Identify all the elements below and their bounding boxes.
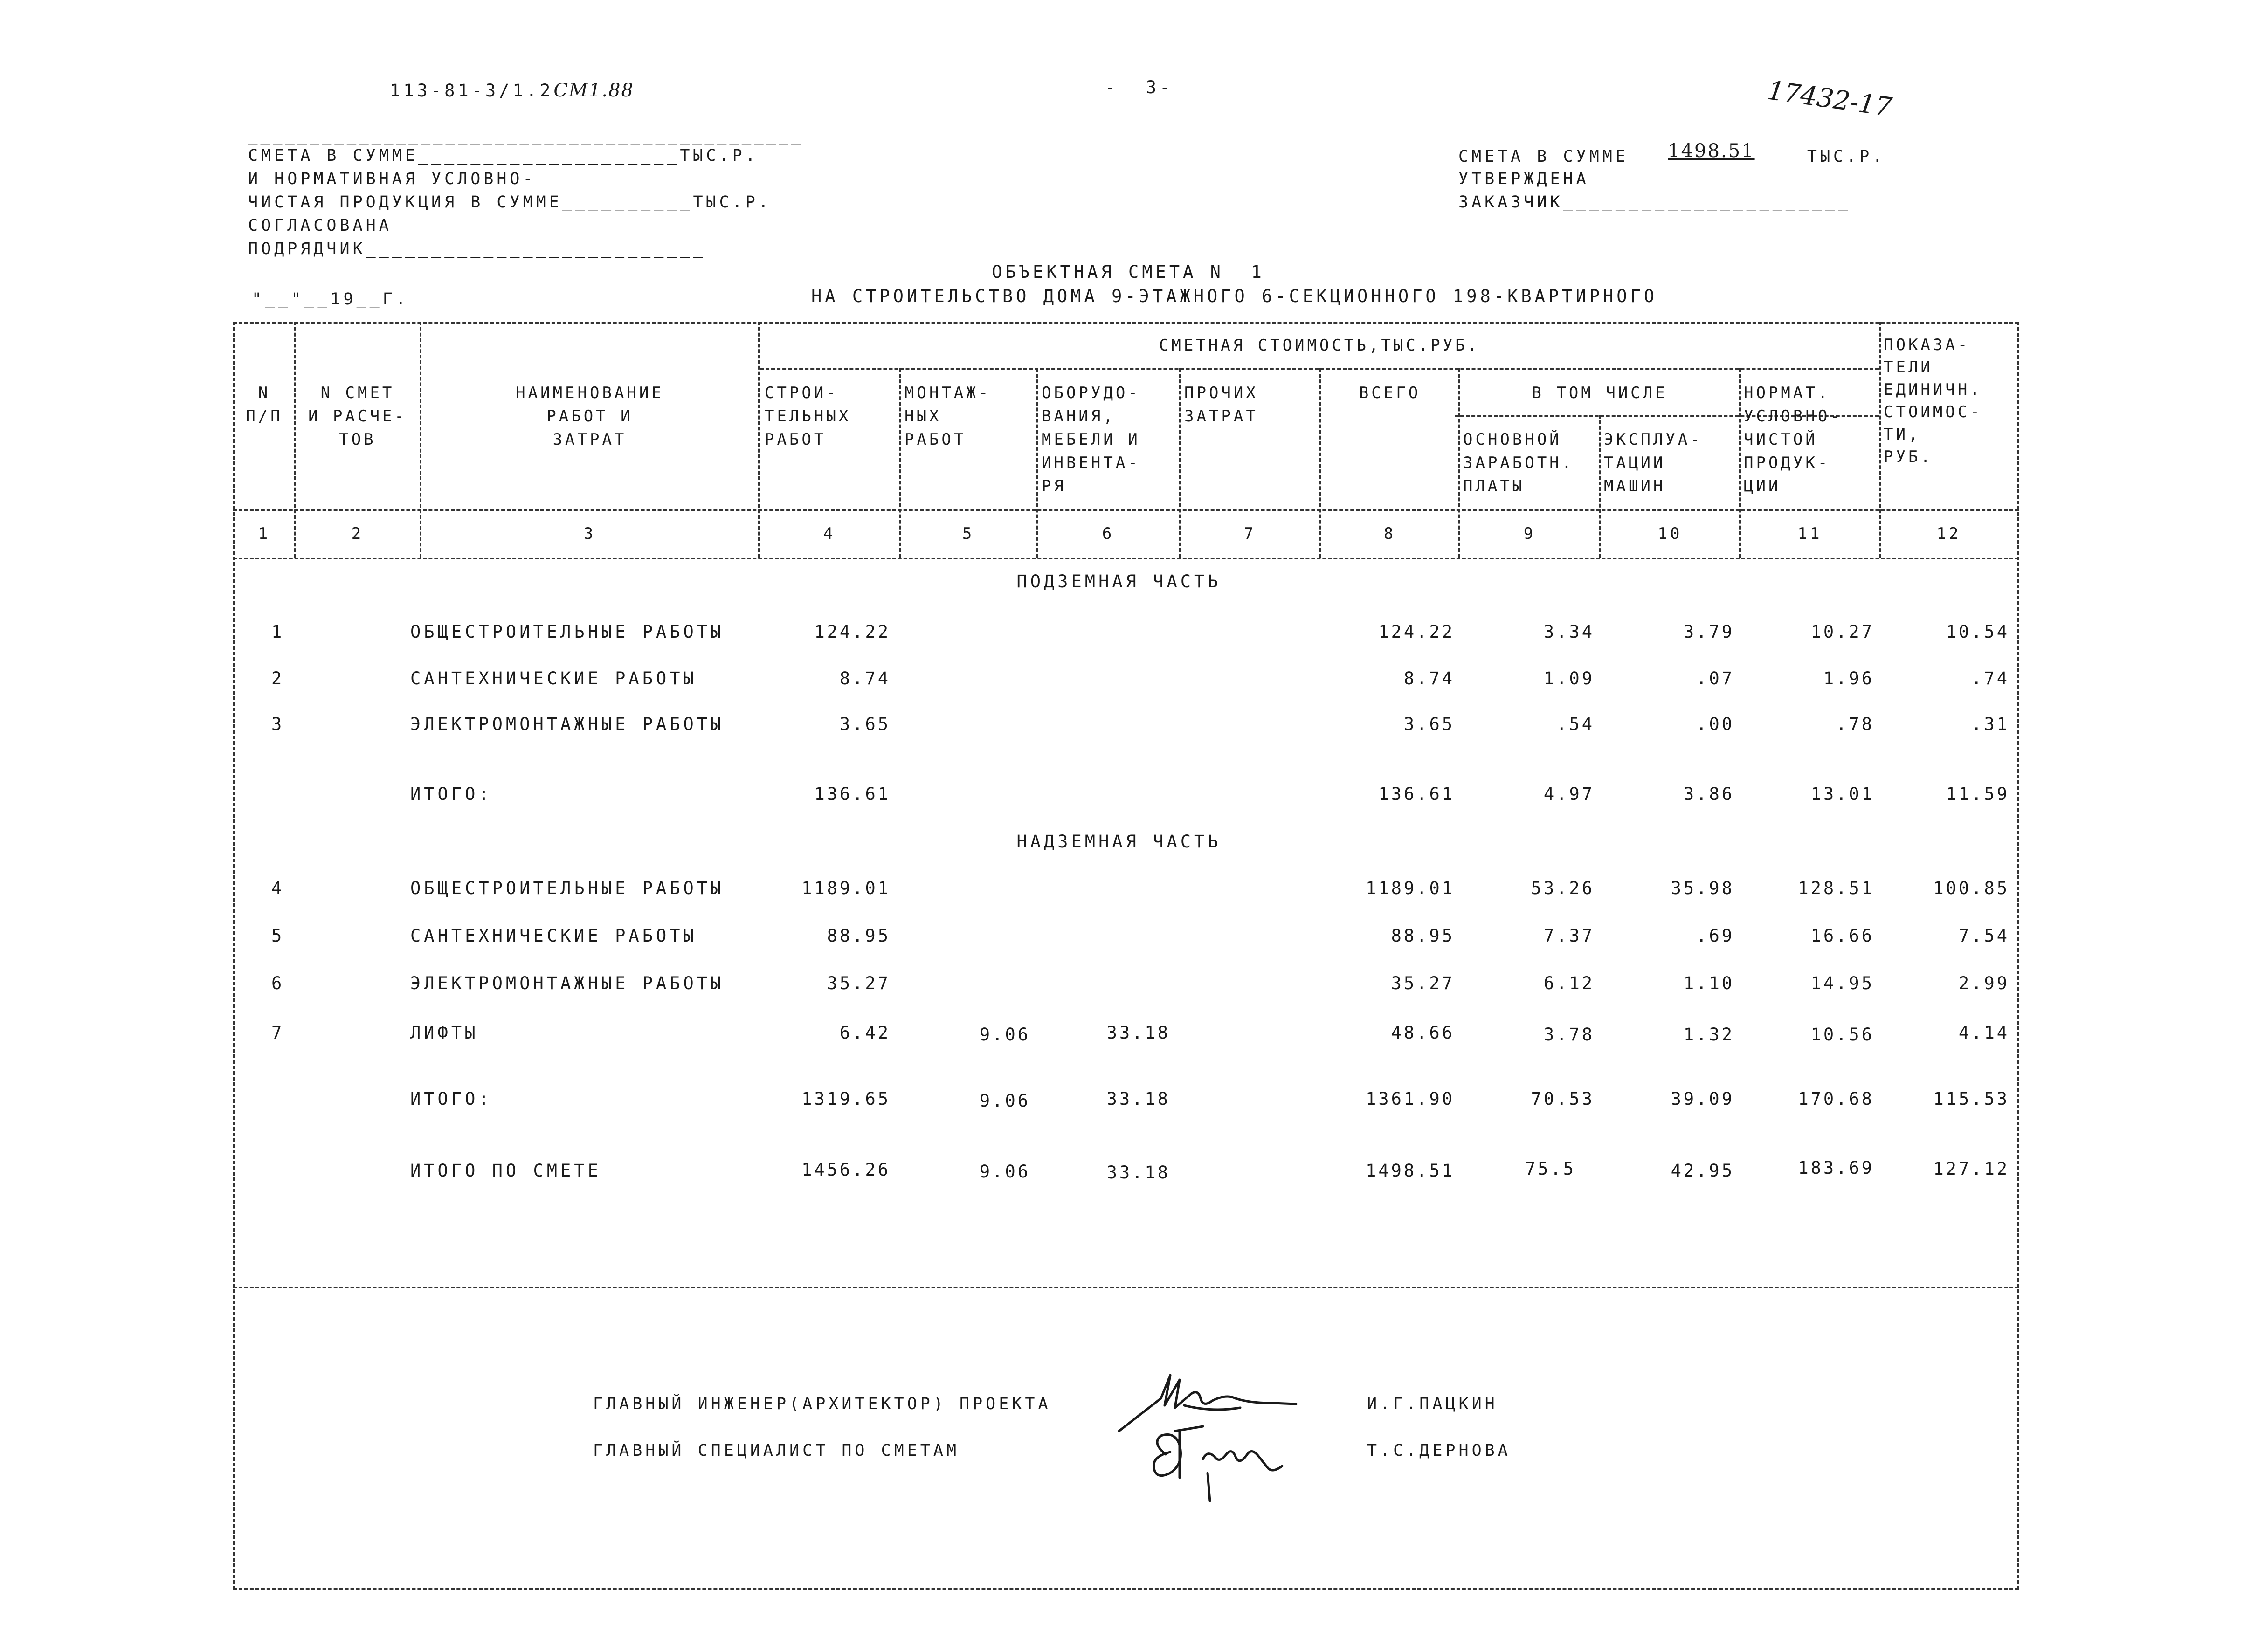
colnum-5: 5 — [962, 524, 975, 543]
table-body-bottom-border — [233, 1287, 2019, 1288]
row-wages: 53.26 — [1531, 878, 1595, 898]
row-equipment: 33.18 — [1106, 1163, 1170, 1183]
row-total: 1361.90 — [1366, 1089, 1455, 1109]
row-number: 1 — [271, 622, 285, 642]
signature-stroke — [1119, 1375, 1296, 1431]
approved-label: УТВЕРЖДЕНА — [1458, 170, 1589, 188]
colnum-3: 3 — [583, 524, 596, 543]
row-name: ЛИФТЫ — [410, 1023, 479, 1043]
table-top-border — [233, 322, 2019, 324]
approved-sum-line: СМЕТА В СУММЕ___1498.51____ТЫС.Р. — [1458, 140, 1886, 166]
row-unit-cost: .31 — [1971, 714, 2009, 734]
normative-line: И НОРМАТИВНАЯ УСЛОВНО- — [248, 170, 536, 188]
signature-stroke — [1203, 1452, 1282, 1470]
chief-estimator-name: Т.С.ДЕРНОВА — [1367, 1441, 1511, 1460]
row-installation: 9.06 — [979, 1025, 1030, 1045]
row-machines: 3.79 — [1683, 622, 1734, 642]
row-wages: 70.53 — [1531, 1089, 1595, 1109]
row-construction: 1189.01 — [801, 878, 891, 898]
chief-engineer-name: И.Г.ПАЦКИН — [1367, 1395, 1498, 1413]
row-construction: 35.27 — [827, 973, 891, 993]
row-total: 3.65 — [1403, 714, 1455, 734]
row-machines: 1.32 — [1683, 1025, 1734, 1045]
row-wages: 3.34 — [1543, 622, 1595, 642]
header-col-2: N СМЕТ И РАСЧЕ- ТОВ — [308, 384, 407, 449]
row-unit-cost: 100.85 — [1933, 878, 2009, 898]
colnum-12: 12 — [1936, 524, 1961, 543]
row-unit-cost: 11.59 — [1946, 784, 2009, 804]
signature-stroke — [1175, 1426, 1203, 1478]
section-aboveground: НАДЗЕМНАЯ ЧАСТЬ — [1016, 832, 1222, 852]
header-subgroup: В ТОМ ЧИСЛЕ — [1532, 384, 1668, 402]
colnum-9: 9 — [1523, 524, 1536, 543]
row-name: ЭЛЕКТРОМОНТАЖНЫЕ РАБОТЫ — [410, 714, 725, 734]
row-unit-cost: 127.12 — [1933, 1159, 2009, 1179]
row-machines: .69 — [1696, 926, 1734, 946]
row-name: САНТЕХНИЧЕСКИЕ РАБОТЫ — [410, 926, 697, 946]
row-construction: 1456.26 — [801, 1160, 891, 1180]
row-net-production: 183.69 — [1798, 1158, 1874, 1178]
table-right-border — [2017, 322, 2019, 1590]
row-construction: 6.42 — [839, 1023, 891, 1043]
row-unit-cost: .74 — [1971, 668, 2009, 688]
estimate-sum-line: СМЕТА В СУММЕ____________________ТЫС.Р. — [248, 146, 759, 165]
row-construction: 3.65 — [839, 714, 891, 734]
row-construction: 124.22 — [814, 622, 891, 642]
header-col-8: ВСЕГО — [1359, 384, 1421, 402]
row-machines: 3.86 — [1683, 784, 1734, 804]
row-total: 136.61 — [1378, 784, 1455, 804]
colnum-10: 10 — [1657, 524, 1683, 543]
header-col-7: ПРОЧИХ ЗАТРАТ — [1184, 384, 1258, 426]
contractor-line: ПОДРЯДЧИК__________________________ — [248, 240, 706, 258]
row-number: 4 — [271, 878, 285, 898]
header-col-1: N П/П — [246, 384, 283, 426]
header-col-3: НАИМЕНОВАНИЕ РАБОТ И ЗАТРАТ — [516, 384, 664, 449]
table-left-border — [233, 322, 235, 1590]
row-installation: 9.06 — [979, 1162, 1030, 1182]
row-name: ОБЩЕСТРОИТЕЛЬНЫЕ РАБОТЫ — [410, 622, 725, 642]
row-net-production: 16.66 — [1810, 926, 1874, 946]
row-name: ИТОГО: — [410, 784, 492, 804]
row-name: ЭЛЕКТРОМОНТАЖНЫЕ РАБОТЫ — [410, 973, 725, 993]
row-wages: .54 — [1556, 714, 1595, 734]
row-number: 3 — [271, 714, 285, 734]
header-col-11: НОРМАТ. УСЛОВНО- ЧИСТОЙ ПРОДУК- ЦИИ — [1744, 384, 1843, 496]
row-installation: 9.06 — [979, 1091, 1030, 1111]
row-number: 6 — [271, 973, 285, 993]
row-wages: 3.78 — [1543, 1025, 1595, 1045]
row-name: ИТОГО ПО СМЕТЕ — [410, 1161, 601, 1181]
row-name: ИТОГО: — [410, 1089, 492, 1109]
row-construction: 88.95 — [827, 926, 891, 946]
object-estimate-subtitle: НА СТРОИТЕЛЬСТВО ДОМА 9-ЭТАЖНОГО 6-СЕКЦИОННОГО 198-КВАРТИРНОГО — [811, 286, 1658, 306]
row-total: 1189.01 — [1366, 878, 1455, 898]
signature-stroke — [1184, 1405, 1240, 1410]
row-name: САНТЕХНИЧЕСКИЕ РАБОТЫ — [410, 668, 697, 688]
row-wages: 4.97 — [1543, 784, 1595, 804]
signature-stroke — [1208, 1473, 1210, 1501]
row-number: 7 — [271, 1023, 285, 1043]
page-number: - 3- — [1105, 77, 1174, 97]
chief-engineer-role: ГЛАВНЫЙ ИНЖЕНЕР(АРХИТЕКТОР) ПРОЕКТА — [593, 1395, 1051, 1413]
row-number: 5 — [271, 926, 285, 946]
row-machines: 35.98 — [1671, 878, 1734, 898]
row-wages: 1.09 — [1543, 668, 1595, 688]
row-total: 8.74 — [1403, 668, 1455, 688]
header-col-12: ПОКАЗА- ТЕЛИ ЕДИНИЧН. СТОИМОС- ТИ, РУБ. — [1884, 336, 1982, 466]
row-number: 2 — [271, 668, 285, 688]
colnum-11: 11 — [1797, 524, 1823, 543]
doc-code: 113-81-3/1.2СМ1.88 — [390, 80, 634, 101]
colnum-6: 6 — [1102, 524, 1115, 543]
approved-sum-value: 1498.51 — [1668, 140, 1755, 162]
signature-images — [1110, 1361, 1324, 1510]
chief-estimator-role: ГЛАВНЫЙ СПЕЦИАЛИСТ ПО СМЕТАМ — [593, 1441, 960, 1460]
row-total: 1498.51 — [1366, 1161, 1455, 1181]
row-net-production: 13.01 — [1810, 784, 1874, 804]
row-net-production: 14.95 — [1810, 973, 1874, 993]
date-line: "__"__19__Г. — [252, 290, 409, 309]
customer-line: ЗАКАЗЧИК______________________ — [1458, 193, 1851, 212]
colnum-2: 2 — [351, 524, 364, 543]
row-wages: 6.12 — [1543, 973, 1595, 993]
column-numbers-bottom-line — [233, 558, 2019, 559]
object-estimate-title: ОБЪЕКТНАЯ СМЕТА N 1 — [992, 262, 1265, 282]
colnum-7: 7 — [1243, 524, 1257, 543]
row-net-production: 1.96 — [1823, 668, 1874, 688]
row-total: 124.22 — [1378, 622, 1455, 642]
row-wages: 7.37 — [1543, 926, 1595, 946]
row-name: ОБЩЕСТРОИТЕЛЬНЫЕ РАБОТЫ — [410, 878, 725, 898]
row-equipment: 33.18 — [1106, 1023, 1170, 1043]
row-construction: 136.61 — [814, 784, 891, 804]
signature-stroke — [1153, 1435, 1181, 1476]
row-machines: 42.95 — [1671, 1161, 1734, 1181]
row-construction: 8.74 — [839, 668, 891, 688]
row-net-production: 10.56 — [1810, 1025, 1874, 1045]
doc-code-handwritten: СМ1.88 — [553, 80, 634, 101]
row-unit-cost: 7.54 — [1958, 926, 2009, 946]
row-unit-cost: 2.99 — [1958, 973, 2009, 993]
row-equipment: 33.18 — [1106, 1089, 1170, 1109]
row-unit-cost: 4.14 — [1958, 1023, 2009, 1043]
row-total: 35.27 — [1391, 973, 1455, 993]
header-col-4: СТРОИ- ТЕЛЬНЫХ РАБОТ — [765, 384, 851, 449]
left-dash-line: _____________________________________________ — [248, 127, 804, 145]
row-total: 48.66 — [1391, 1023, 1455, 1043]
header-group-cost: СМЕТНАЯ СТОИМОСТЬ,ТЫС.РУБ. — [1159, 336, 1480, 355]
row-machines: 1.10 — [1683, 973, 1734, 993]
colnum-1: 1 — [258, 524, 271, 543]
row-machines: .07 — [1696, 668, 1734, 688]
row-construction: 1319.65 — [801, 1089, 891, 1109]
agreed-label: СОГЛАСОВАНА — [248, 216, 392, 235]
header-bottom-line — [233, 509, 2019, 511]
colnum-4: 4 — [823, 524, 836, 543]
row-net-production: 10.27 — [1810, 622, 1874, 642]
row-wages: 75.5 — [1525, 1159, 1576, 1179]
header-col-10: ЭКСПЛУА- ТАЦИИ МАШИН — [1604, 430, 1703, 496]
row-net-production: 128.51 — [1798, 878, 1874, 898]
row-net-production: .78 — [1836, 714, 1874, 734]
row-total: 88.95 — [1391, 926, 1455, 946]
reference-number-handwritten: 17432-17 — [1765, 75, 1894, 123]
row-machines: 39.09 — [1671, 1089, 1734, 1109]
colnum-8: 8 — [1383, 524, 1396, 543]
clean-production-line: ЧИСТАЯ ПРОДУКЦИЯ В СУММЕ__________ТЫС.Р. — [248, 193, 772, 212]
header-col-9: ОСНОВНОЙ ЗАРАБОТН. ПЛАТЫ — [1463, 430, 1574, 496]
row-net-production: 170.68 — [1798, 1089, 1874, 1109]
header-col-5: МОНТАЖ- НЫХ РАБОТ — [905, 384, 991, 449]
row-machines: .00 — [1696, 714, 1734, 734]
header-col-6: ОБОРУДО- ВАНИЯ, МЕБЕЛИ И ИНВЕНТА- РЯ — [1042, 384, 1140, 496]
row-unit-cost: 115.53 — [1933, 1089, 2009, 1109]
row-unit-cost: 10.54 — [1946, 622, 2009, 642]
page-bottom-border — [233, 1588, 2019, 1590]
section-underground: ПОДЗЕМНАЯ ЧАСТЬ — [1016, 571, 1222, 592]
